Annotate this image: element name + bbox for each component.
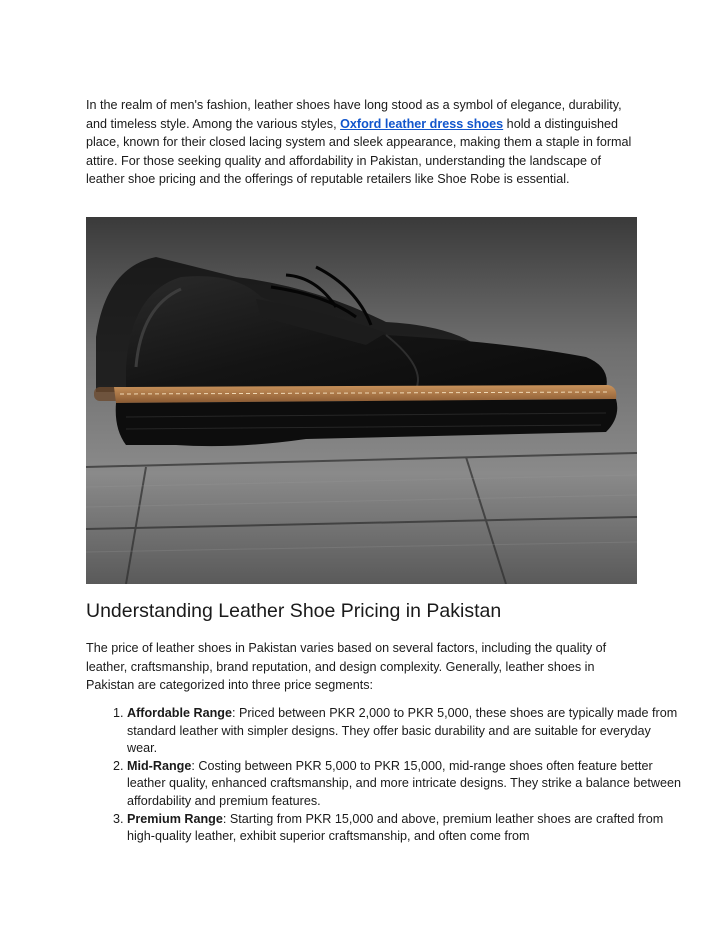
list-item-term: Affordable Range <box>127 706 232 720</box>
list-item-term: Mid-Range <box>127 758 192 773</box>
intro-paragraph <box>86 96 642 189</box>
intro-text-end: hold a distinguished place, known for their closed lacing system and sleek appearance, making them a staple in formal attire. For those seeking quality and affordability in Pakistan, understanding the landscape of leather shoe pricing and the offerings of reputable retailers like Shoe Robe is essential. <box>86 116 632 186</box>
black-leather-shoe-photo <box>86 217 637 584</box>
list-item <box>127 705 683 758</box>
pricing-paragraph: The price of leather shoes in Pakistan varies based on several factors, including the quality of leather, craftsmanship, brand reputation, and design complexity. Generally, leather shoes in Pakistan are categorized into three price segments: <box>86 641 607 692</box>
list-item <box>127 811 683 846</box>
list-item-text: : Costing between PKR 5,000 to PKR 15,000, mid-range shoes often feature better leather quality, enhanced craftsmanship, and more intricate designs. They strike a balance between affordability and premium features. <box>127 758 681 808</box>
list-item-text: : Priced between PKR 2,000 to PKR 5,000, these shoes are typically made from standard leather with simpler designs. They offer basic durability and are suitable for everyday wear. <box>127 706 678 756</box>
list-item <box>127 758 683 811</box>
list-item-text: : Starting from PKR 15,000 and above, premium leather shoes are crafted from high-quality leather, exhibit superior craftsmanship, and often come from <box>127 811 664 844</box>
list-item-term: Premium Range <box>127 811 223 826</box>
oxford-shoes-link[interactable]: Oxford leather dress shoes <box>340 116 504 131</box>
price-segment-list <box>86 705 683 846</box>
section-heading: Understanding Leather Shoe Pricing in Pakistan <box>86 600 502 622</box>
intro-text-start: In the realm of men's fashion, leather shoes have long stood as a symbol of elegance, durability, and timeless style. Among the various styles, <box>86 98 622 131</box>
